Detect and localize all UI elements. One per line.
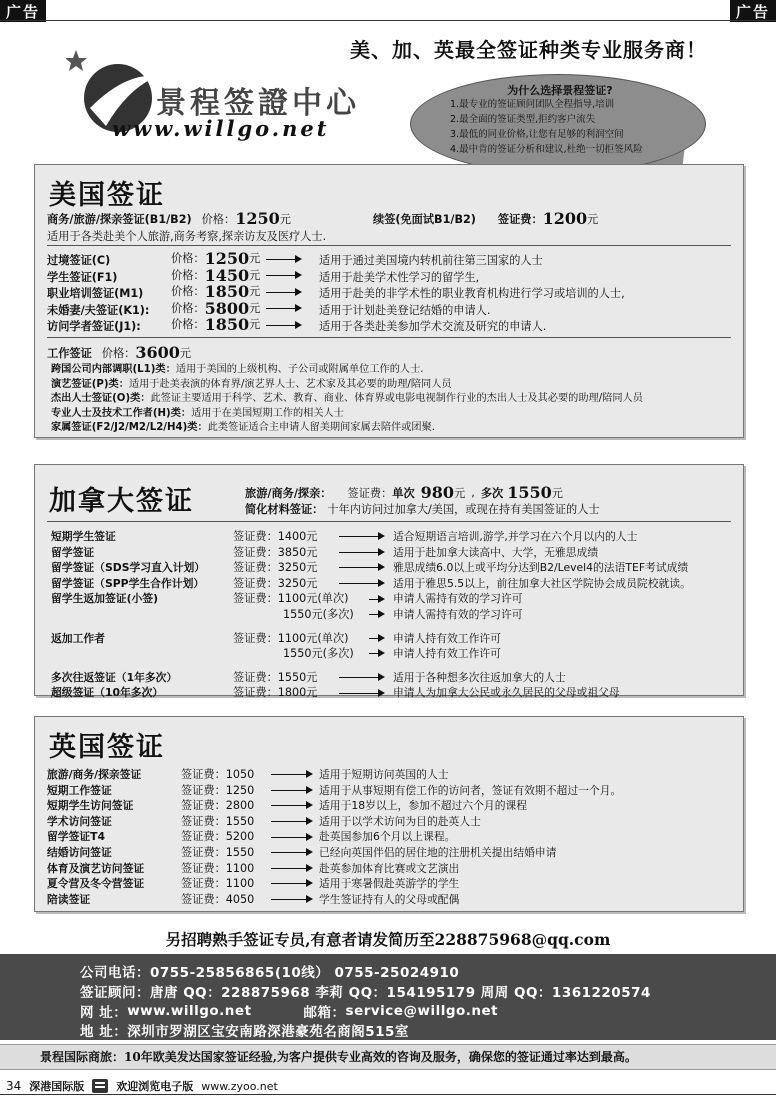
canada-visa-desc: 申请人需持有效的学习许可 xyxy=(393,592,523,606)
work-type-name: 跨国公司内部调职(L1)类： xyxy=(51,364,176,375)
unit: 元 xyxy=(249,285,261,298)
canada-fee-cell xyxy=(233,591,389,607)
bubble-points xyxy=(450,97,643,157)
usa-b1b2-row xyxy=(47,209,291,228)
uk-visa-name: 体育及演艺访问签证 xyxy=(47,861,145,875)
price-prefix: 价格： xyxy=(171,301,205,315)
single-fee: 980 xyxy=(420,483,455,502)
arrow-icon xyxy=(271,899,311,900)
canada-visa-name: 多次往返签证（1年多次） xyxy=(51,670,178,684)
price-prefix: 价格： xyxy=(171,318,205,331)
canada-visa-name xyxy=(51,646,205,662)
logo-url: www.willgo.net xyxy=(112,116,330,141)
footer-site-link[interactable]: www.zyoo.net xyxy=(201,1079,278,1093)
multi-unit: 元 xyxy=(551,486,563,500)
canada-visa-name: 留学生返加签证(小签) xyxy=(51,592,159,606)
work-type-item xyxy=(51,392,643,407)
uk-visa-desc: 已经向英国伴侣的居住地的注册机关提出结婚申请 xyxy=(319,845,557,859)
arrow-icon xyxy=(266,275,300,276)
arrow-icon xyxy=(271,883,311,884)
canada-fee-cell xyxy=(233,545,389,561)
work-type-desc: 适用于美国的上级机构、子公司或附属单位工作的人士. xyxy=(175,364,424,375)
canada-visa-name: 短期学生签证 xyxy=(51,530,116,543)
canada-visa-fee: 签证费：3850元 xyxy=(233,545,318,559)
work-type-desc: 此签证主要适用于科学、艺术、教育、商业、体育界或电影电视制作行业的杰出人士及其必要的助理/陪同人员 xyxy=(150,393,643,405)
uk-visa-descs xyxy=(319,767,621,907)
b1b2-label: 商务/旅游/探亲签证(B1/B2) xyxy=(47,212,192,226)
uk-visa-names xyxy=(47,767,144,907)
canada-visa-desc: 申请人持有效工作许可 xyxy=(393,647,501,661)
uk-visa-name: 留学签证T4 xyxy=(47,830,106,844)
canada-visa-fee: 签证费：1100元(单次) xyxy=(233,631,349,645)
work-visa-row xyxy=(47,343,191,362)
arrow-icon xyxy=(266,325,300,326)
arrow-icon xyxy=(271,837,311,838)
uk-visa-name: 旅游/商务/探亲签证 xyxy=(47,768,142,781)
usa-visa-price: 5800 xyxy=(204,298,250,318)
canada-visa-desc: 申请人需持有效的学习许可 xyxy=(393,607,523,621)
canada-fee-cell xyxy=(233,670,389,686)
canada-visa-fee: 签证费：1800元 xyxy=(233,686,318,700)
uk-visa-fee: 签证费：1100 xyxy=(181,861,255,875)
bubble-point: 1.最专业的签证顾问团队全程指导,培训 xyxy=(450,99,615,110)
contact-address: 地 址：深圳市罗湖区宝安南路深港豪苑名商阁515室 xyxy=(80,1024,409,1040)
slogan: 美、加、英最全签证种类专业服务商！ xyxy=(350,38,707,62)
top-rule xyxy=(0,20,776,21)
canada-fee-cell xyxy=(233,685,389,701)
canada-title: 加拿大签证 xyxy=(49,486,194,517)
canada-visa-name: 留学签证（SDS学习直入计划） xyxy=(51,561,206,575)
work-type-desc: 适用于赴美表演的体育界/演艺界人士、艺术家及其必要的助理/陪同人员 xyxy=(128,378,452,390)
uk-fee-cell xyxy=(181,783,317,799)
canada-visa-names xyxy=(51,529,205,701)
ad-label-right: 广告 xyxy=(730,0,776,22)
contact-phone: 公司电话：0755-25856865(10线） 0755-25024910 xyxy=(80,965,460,981)
canada-fee-cell xyxy=(233,576,389,592)
uk-fee-cell xyxy=(181,767,317,783)
b1b2-unit: 元 xyxy=(279,212,291,226)
uk-visa-name: 短期工作签证 xyxy=(47,783,112,797)
arrow-icon xyxy=(271,805,311,806)
arrow-icon xyxy=(339,552,383,553)
work-label: 工作签证 xyxy=(47,346,92,360)
usa-visa-name: 未婚妻/夫签证(K1): xyxy=(47,303,150,317)
uk-visa-name: 短期学生访问签证 xyxy=(47,799,134,813)
uk-visa-fee: 签证费：1550 xyxy=(181,845,255,859)
work-type-name: 家属签证(F2/J2/M2/L2/H4)类： xyxy=(51,422,208,434)
uk-fee-cell xyxy=(181,845,317,861)
arrow-icon xyxy=(266,292,300,293)
bubble-point: 4.最中肯的签证分析和建议,杜绝一切拒签风险 xyxy=(450,144,643,155)
arrow-icon xyxy=(339,583,383,584)
multi-fee: 1550 xyxy=(507,483,552,502)
uk-visa-desc: 适用于短期访问英国的人士 xyxy=(319,768,449,781)
canada-visa-name: 留学签证（SPP学生合作计划） xyxy=(51,576,205,590)
tourism-fee-label: 签证费： xyxy=(347,486,393,500)
work-unit: 元 xyxy=(179,346,192,360)
canada-visa-fee: 签证费：1100元(单次) xyxy=(233,592,349,606)
unit: 元 xyxy=(249,252,261,265)
renew-unit: 元 xyxy=(587,212,599,226)
usa-visa-price: 1850 xyxy=(204,315,250,334)
company-footnote: 景程国际商旅：10年欧美发达国家签证经验,为客户提供专业高效的咨询及服务，确保您的签证通过率达到最高。 xyxy=(0,1044,776,1070)
canada-fee-cell xyxy=(233,631,389,647)
arrow-icon xyxy=(339,536,383,537)
bubble-point: 3.最低的同业价格,让您有足够的利润空间 xyxy=(450,129,624,140)
browse-label: 欢迎浏览电子版 xyxy=(116,1080,194,1093)
uk-visa-name: 陪读签证 xyxy=(47,892,91,906)
usa-visa-name: 过境签证(C) xyxy=(47,254,111,267)
arrow-icon xyxy=(266,259,300,260)
usa-visa-names xyxy=(47,253,149,336)
unit: 元 xyxy=(249,268,261,282)
uk-visa-desc: 学生签证持有人的父母或配偶 xyxy=(319,892,460,906)
work-type-name: 杰出人士签证(O)类： xyxy=(51,393,151,405)
canada-visa-fee: 1550元(多次) xyxy=(283,647,354,661)
uk-fee-cell xyxy=(181,892,317,908)
uk-visa-desc: 适用于以学术访问为目的赴英人士 xyxy=(319,814,481,828)
arrow-icon xyxy=(339,693,383,694)
uk-visa-desc: 赴英国参加6个月以上课程。 xyxy=(319,830,456,844)
bottom-rule xyxy=(0,1094,776,1095)
usa-divider xyxy=(47,245,731,246)
canada-fee-cell xyxy=(233,529,389,545)
canada-fee-cell xyxy=(233,560,389,576)
canada-divider xyxy=(47,521,731,522)
page-number: 34 xyxy=(6,1079,22,1093)
arrow-icon xyxy=(271,821,311,822)
usa-visa-desc: 适用于各类赴美参加学术交流及研究的申请人. xyxy=(319,320,547,333)
usa-divider-2 xyxy=(47,337,731,338)
contact-panel xyxy=(0,954,776,1040)
tourism-label: 旅游/商务/探亲： xyxy=(245,486,332,500)
canada-visa-fee: 1550元(多次) xyxy=(283,607,354,621)
single-label: 单次 xyxy=(392,486,415,500)
canada-visa-name: 返加工作者 xyxy=(51,631,105,645)
canada-tourism-row: 旅游/商务/探亲： 签证费： 单次 980 元 , 多次 1550 元 xyxy=(245,483,563,502)
work-type-desc: 适用于在美国短期工作的相关人士 xyxy=(191,407,344,419)
work-price: 3600 xyxy=(135,343,180,362)
bubble-title: 为什么选择景程签证? xyxy=(507,84,613,97)
uk-visa-fee: 签证费：2800 xyxy=(181,799,255,813)
canada-visa-fee: 签证费：1550元 xyxy=(233,670,318,684)
usa-visa-price: 1250 xyxy=(204,249,250,268)
usa-visa-name: 职业培训签证(M1) xyxy=(47,287,144,300)
ad-label-left: 广告 xyxy=(0,0,46,22)
uk-visa-fee: 签证费：1100 xyxy=(181,877,255,891)
arrow-icon xyxy=(369,614,383,615)
single-unit: 元 xyxy=(454,486,466,500)
renew-fee: 1200 xyxy=(542,209,588,228)
logo-name: 景程签證中心 xyxy=(156,86,360,121)
uk-visa-name: 结婚访问签证 xyxy=(47,845,112,859)
arrow-icon xyxy=(369,653,383,654)
uk-visa-desc: 适用于从事短期有偿工作的访问者，签证有效期不超过一个月。 xyxy=(319,783,622,797)
price-prefix: 价格： xyxy=(171,252,205,265)
usa-section xyxy=(34,164,744,438)
multi-label: 多次 xyxy=(480,486,504,500)
simple-desc: 十年内访问过加拿大/美国，或现在持有美国签证的人士 xyxy=(327,503,600,516)
usa-visa-name: 学生签证(F1) xyxy=(47,270,118,284)
canada-visa-desc: 申请人为加拿大公民或永久居民的父母或祖父母 xyxy=(393,686,620,700)
canada-visa-desc: 适合短期语言培训,游学,并学习在六个月以内的人士 xyxy=(393,530,638,543)
arrow-icon xyxy=(271,868,311,869)
uk-fee-cell xyxy=(181,814,317,830)
arrow-icon xyxy=(339,677,383,678)
uk-visa-name: 夏令营及冬令营签证 xyxy=(47,877,145,891)
usa-visa-price: 1450 xyxy=(204,265,250,285)
canada-fee-cell xyxy=(233,607,389,623)
uk-title: 英国签证 xyxy=(49,732,165,763)
unit: 元 xyxy=(249,301,261,315)
arrow-icon xyxy=(266,308,300,309)
work-type-name: 专业人士及技术工作者(H)类： xyxy=(51,407,192,419)
work-types xyxy=(51,363,643,436)
price-prefix: 价格： xyxy=(171,285,205,298)
usa-visa-desc: 适用于赴美的非学术性的职业教育机构进行学习或培训的人士, xyxy=(319,287,625,300)
price-prefix: 价格： xyxy=(171,268,205,282)
b1b2-note: 适用于各类赴美个人旅游,商务考察,探亲访友及医疗人士. xyxy=(47,230,327,243)
usa-visa-prices xyxy=(171,251,306,334)
work-price-label: 价格： xyxy=(101,346,136,360)
usa-title: 美国签证 xyxy=(49,180,165,211)
uk-visa-fee: 签证费：4050 xyxy=(181,892,255,906)
website-link[interactable]: www.willgo.net xyxy=(127,1003,252,1019)
uk-fee-cell xyxy=(181,798,317,814)
unit: 元 xyxy=(249,318,261,331)
work-type-name: 演艺签证(P)类： xyxy=(51,378,129,390)
uk-visa-fee: 签证费：1550 xyxy=(181,814,255,828)
work-type-desc: 此类签证适合主申请人留美期间家属去陪伴或团聚. xyxy=(207,422,436,434)
b1b2-price: 1250 xyxy=(235,209,280,228)
mail-label: 邮箱： xyxy=(303,1005,346,1021)
uk-visa-desc: 赴英参加体育比赛或文艺演出 xyxy=(319,861,460,875)
uk-section xyxy=(34,716,744,912)
canada-visa-desc: 适用于雅思5.5以上，前往加拿大社区学院协会成员院校就读。 xyxy=(393,576,691,590)
canada-visa-desc: 适用于各种想多次往返加拿大的人士 xyxy=(393,670,566,684)
canada-visa-name: 留学签证 xyxy=(51,545,95,559)
uk-visa-fee: 签证费：5200 xyxy=(181,830,255,844)
arrow-icon xyxy=(369,599,383,600)
canada-visa-fee: 签证费：3250元 xyxy=(233,561,318,575)
uk-visa-fees xyxy=(181,767,317,907)
email-link[interactable]: service@willgo.net xyxy=(345,1003,499,1019)
canada-visa-descs xyxy=(393,529,691,701)
edition-label: 深港国际版 xyxy=(29,1080,85,1093)
usa-visa-descs xyxy=(319,253,625,336)
uk-visa-fee: 签证费：1050 xyxy=(181,768,255,781)
recruit-notice: 另招聘熟手签证专员,有意者请发简历至228875968@qq.com xyxy=(165,930,611,949)
canada-visa-fee: 签证费：3250元 xyxy=(233,576,318,590)
canada-visa-desc: 雅思成绩6.0以上或平均分达到B2/Level4的法语TEF考试成绩 xyxy=(393,561,689,575)
uk-visa-desc: 适用于寒暑假赴英游学的学生 xyxy=(319,877,460,891)
canada-visa-desc: 申请人持有效工作许可 xyxy=(393,631,501,645)
bubble-point: 2.最全面的签证类型,拒约客户流失 xyxy=(450,114,596,125)
arrow-icon xyxy=(271,774,311,775)
web-label: 网 址： xyxy=(80,1005,128,1021)
uk-visa-desc: 适用于18岁以上，参加不超过六个月的课程 xyxy=(319,799,528,813)
usa-price-cell xyxy=(171,317,306,334)
arrow-icon xyxy=(339,567,383,568)
canada-visa-fees xyxy=(233,529,389,701)
canada-visa-name: 超级签证（10年多次） xyxy=(51,686,164,700)
canada-visa-desc: 适用于赴加拿大读高中、大学，无雅思成绩 xyxy=(393,545,599,559)
usa-visa-desc: 适用于通过美国境内转机前往第三国家的人士 xyxy=(319,254,543,267)
canada-visa-fee: 签证费：1400元 xyxy=(233,530,318,543)
emblem-icon xyxy=(92,1079,108,1093)
uk-fee-cell xyxy=(181,876,317,892)
page-footer xyxy=(6,1078,278,1094)
contact-consultant: 签证顾问：唐唐 QQ：228875968 李莉 QQ：154195179 周周 QQ：1361220574 xyxy=(80,985,651,1001)
canada-section xyxy=(34,464,744,700)
work-type-item xyxy=(51,378,643,393)
canada-visa-name xyxy=(51,607,205,623)
arrow-icon xyxy=(369,638,383,639)
work-type-item xyxy=(51,421,643,436)
canada-fee-cell xyxy=(233,646,389,662)
arrow-icon xyxy=(271,790,311,791)
uk-visa-name: 学术访问签证 xyxy=(47,814,112,828)
renew-label: 续签(免面试B1/B2) xyxy=(373,212,476,226)
uk-visa-fee: 签证费：1250 xyxy=(181,783,255,797)
renew-fee-label: 签证费： xyxy=(497,212,543,226)
usa-visa-desc: 适用于赴美学术性学习的留学生, xyxy=(319,270,480,284)
uk-fee-cell xyxy=(181,861,317,877)
contact-web-row xyxy=(80,1001,498,1021)
canada-simple-row xyxy=(245,501,600,517)
uk-fee-cell xyxy=(181,829,317,845)
usa-renew-row xyxy=(373,209,598,228)
usa-visa-price: 1850 xyxy=(204,282,250,301)
simple-label: 简化材料签证： xyxy=(245,503,324,516)
usa-visa-name: 访问学者签证(J1): xyxy=(47,320,141,333)
work-type-item xyxy=(51,363,643,378)
work-type-item xyxy=(51,407,643,422)
arrow-icon xyxy=(271,852,311,853)
b1b2-price-label: 价格： xyxy=(201,212,236,226)
usa-visa-desc: 适用于计划赴美登记结婚的申请人. xyxy=(319,303,491,317)
